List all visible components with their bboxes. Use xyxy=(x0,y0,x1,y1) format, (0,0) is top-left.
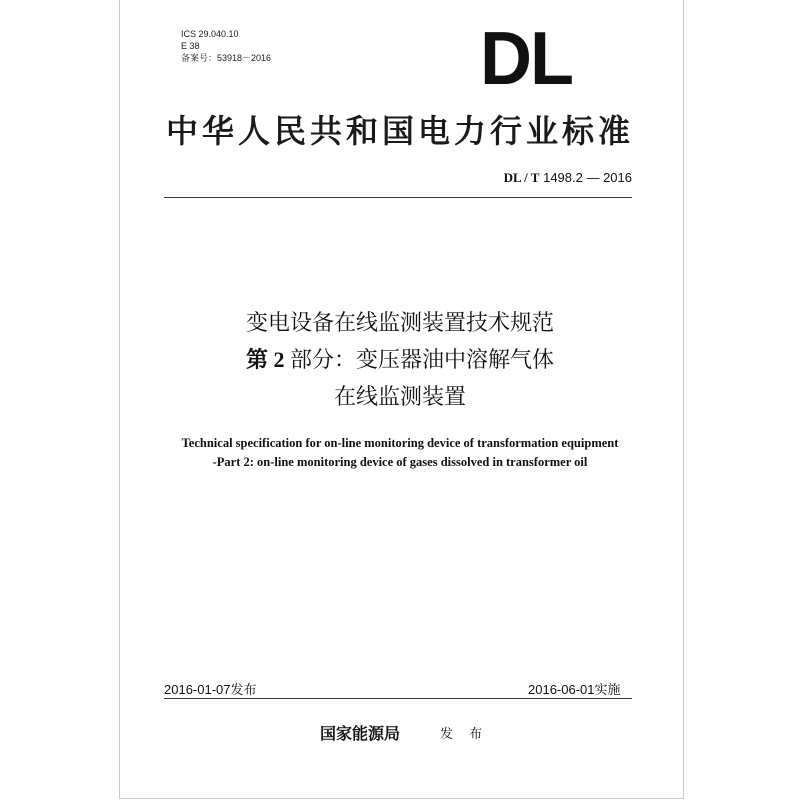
issue-label: 发 布 xyxy=(440,727,489,742)
part-title: 部分：变压器油中溶解气体 xyxy=(290,348,555,373)
footer-divider xyxy=(164,698,632,699)
standard-code: 1498.2 — 2016 xyxy=(543,170,632,185)
title-en-line2: -Part 2: on-line monitoring device of gases dissolved in transformer oil xyxy=(212,455,588,469)
part-number: 第 2 xyxy=(245,347,290,372)
org-title: 中华人民共和国电力行业标准 xyxy=(165,112,634,150)
title-en-line1: Technical specification for on-line monitoring device of transformation equipment xyxy=(181,436,619,450)
class-code: E 38 xyxy=(181,41,200,51)
standard-prefix: DL / T xyxy=(503,170,540,185)
standard-number xyxy=(420,170,632,186)
classification-block xyxy=(181,28,271,64)
dl-logo: DL xyxy=(480,17,572,102)
release-date: 2016-01-07发布 xyxy=(164,682,257,697)
title-zh-line1: 变电设备在线监测装置技术规范 xyxy=(245,311,554,336)
filing-number: 备案号：53918－2016 xyxy=(181,53,272,63)
header-divider xyxy=(164,197,632,198)
implementation-date: 2016-06-01实施 xyxy=(528,682,621,697)
issuing-authority: 国家能源局 xyxy=(320,724,401,743)
ics-code: ICS 29.040.10 xyxy=(181,29,239,39)
title-zh-line2 xyxy=(160,343,640,374)
title-zh-line3: 在线监测装置 xyxy=(333,385,466,410)
